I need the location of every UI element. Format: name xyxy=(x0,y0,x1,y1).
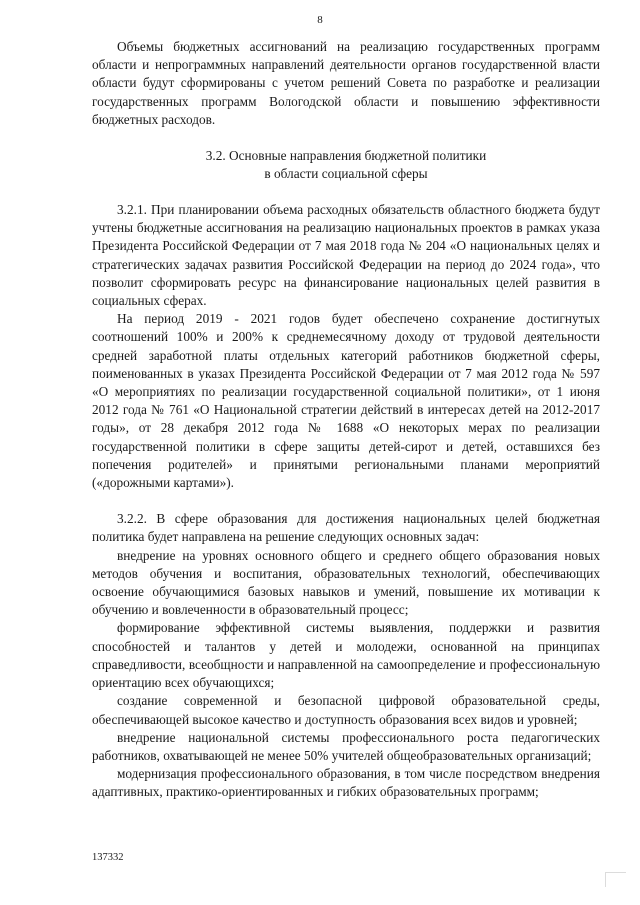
corner-mark xyxy=(605,872,626,887)
paragraph-intro: Объемы бюджетных ассигнований на реализацию государственных программ области и непрограммных направлений деятельности органов государственной власти области будут сформированы с учетом решений Совета по разработке и реализации государственных программ Вологодской области и повышению эффективности бюджетных расходов. xyxy=(92,39,600,127)
task-item-4: внедрение национальной системы профессионального роста педагогических работников, охватывающей не менее 50% учителей общеобразовательных организаций; xyxy=(92,729,600,763)
task-item-2: формирование эффективной системы выявления, поддержки и развития способностей и талантов у детей и молодежи, основанной на принципах справедливости, всеобщности и направленной на самоопределение и профессиональную ориентацию всех обучающихся; xyxy=(92,620,600,691)
document-code: 137332 xyxy=(92,852,124,863)
task-item-1: внедрение на уровнях основного общего и среднего общего образования новых методов обучения и воспитания, образовательных технологий, обеспечивающих освоение обучающимися базовых навыков и умений, повышение их мотивации к обучению и вовлеченности в образовательный процесс; xyxy=(92,547,600,618)
paragraph-3-2-1: 3.2.1. При планировании объема расходных обязательств областного бюджета будут учтены бюджетные ассигнования на реализацию национальных проектов в рамках указа Президента Российской Федерации от 7 мая 2018 года № 204 «О национальных целях и стратегических задачах развития Российской Федерации на период до 2024 года», что позволит сформировать ресурс на финансирование национальных целей развития в социальных сферах. xyxy=(92,202,600,309)
task-item-5: модернизация профессионального образования, в том числе посредством внедрения адаптивных, практико-ориентированных и гибких образовательных программ; xyxy=(92,766,600,800)
section-heading xyxy=(92,147,600,183)
task-item-3: создание современной и безопасной цифровой образовательной среды, обеспечивающей высокое качество и доступность образования всех видов и уровней; xyxy=(92,693,600,727)
section-heading-line2: в области социальной сферы xyxy=(264,166,428,182)
paragraph-3-2-2: 3.2.2. В сфере образования для достижения национальных целей бюджетная политика будет направлена на решение следующих основных задач: xyxy=(92,511,600,545)
document-body xyxy=(92,38,600,802)
section-heading-line1: 3.2. Основные направления бюджетной политики xyxy=(205,148,487,164)
paragraph-period: На период 2019 - 2021 годов будет обеспечено сохранение достигнутых соотношений 100% и 200% к среднемесячному доходу от трудовой деятельности средней заработной платы отдельных категорий работников бюджетной сферы, поименованных в указах Президента Российской Федерации от 7 мая 2012 года № 597 «О мероприятиях по реализации государственной социальной политики», от 1 июня 2012 года № 761 «О Национальной стратегии действий в интересах детей на 2012-2017 годы», от 28 декабря 2012 года № 1688 «О некоторых мерах по реализации государственной политики в сфере защиты детей-сирот и детей, оставшихся без попечения родителей» и принятыми региональными планами мероприятий («дорожными картами»). xyxy=(92,311,600,491)
page-number: 8 xyxy=(317,14,323,26)
